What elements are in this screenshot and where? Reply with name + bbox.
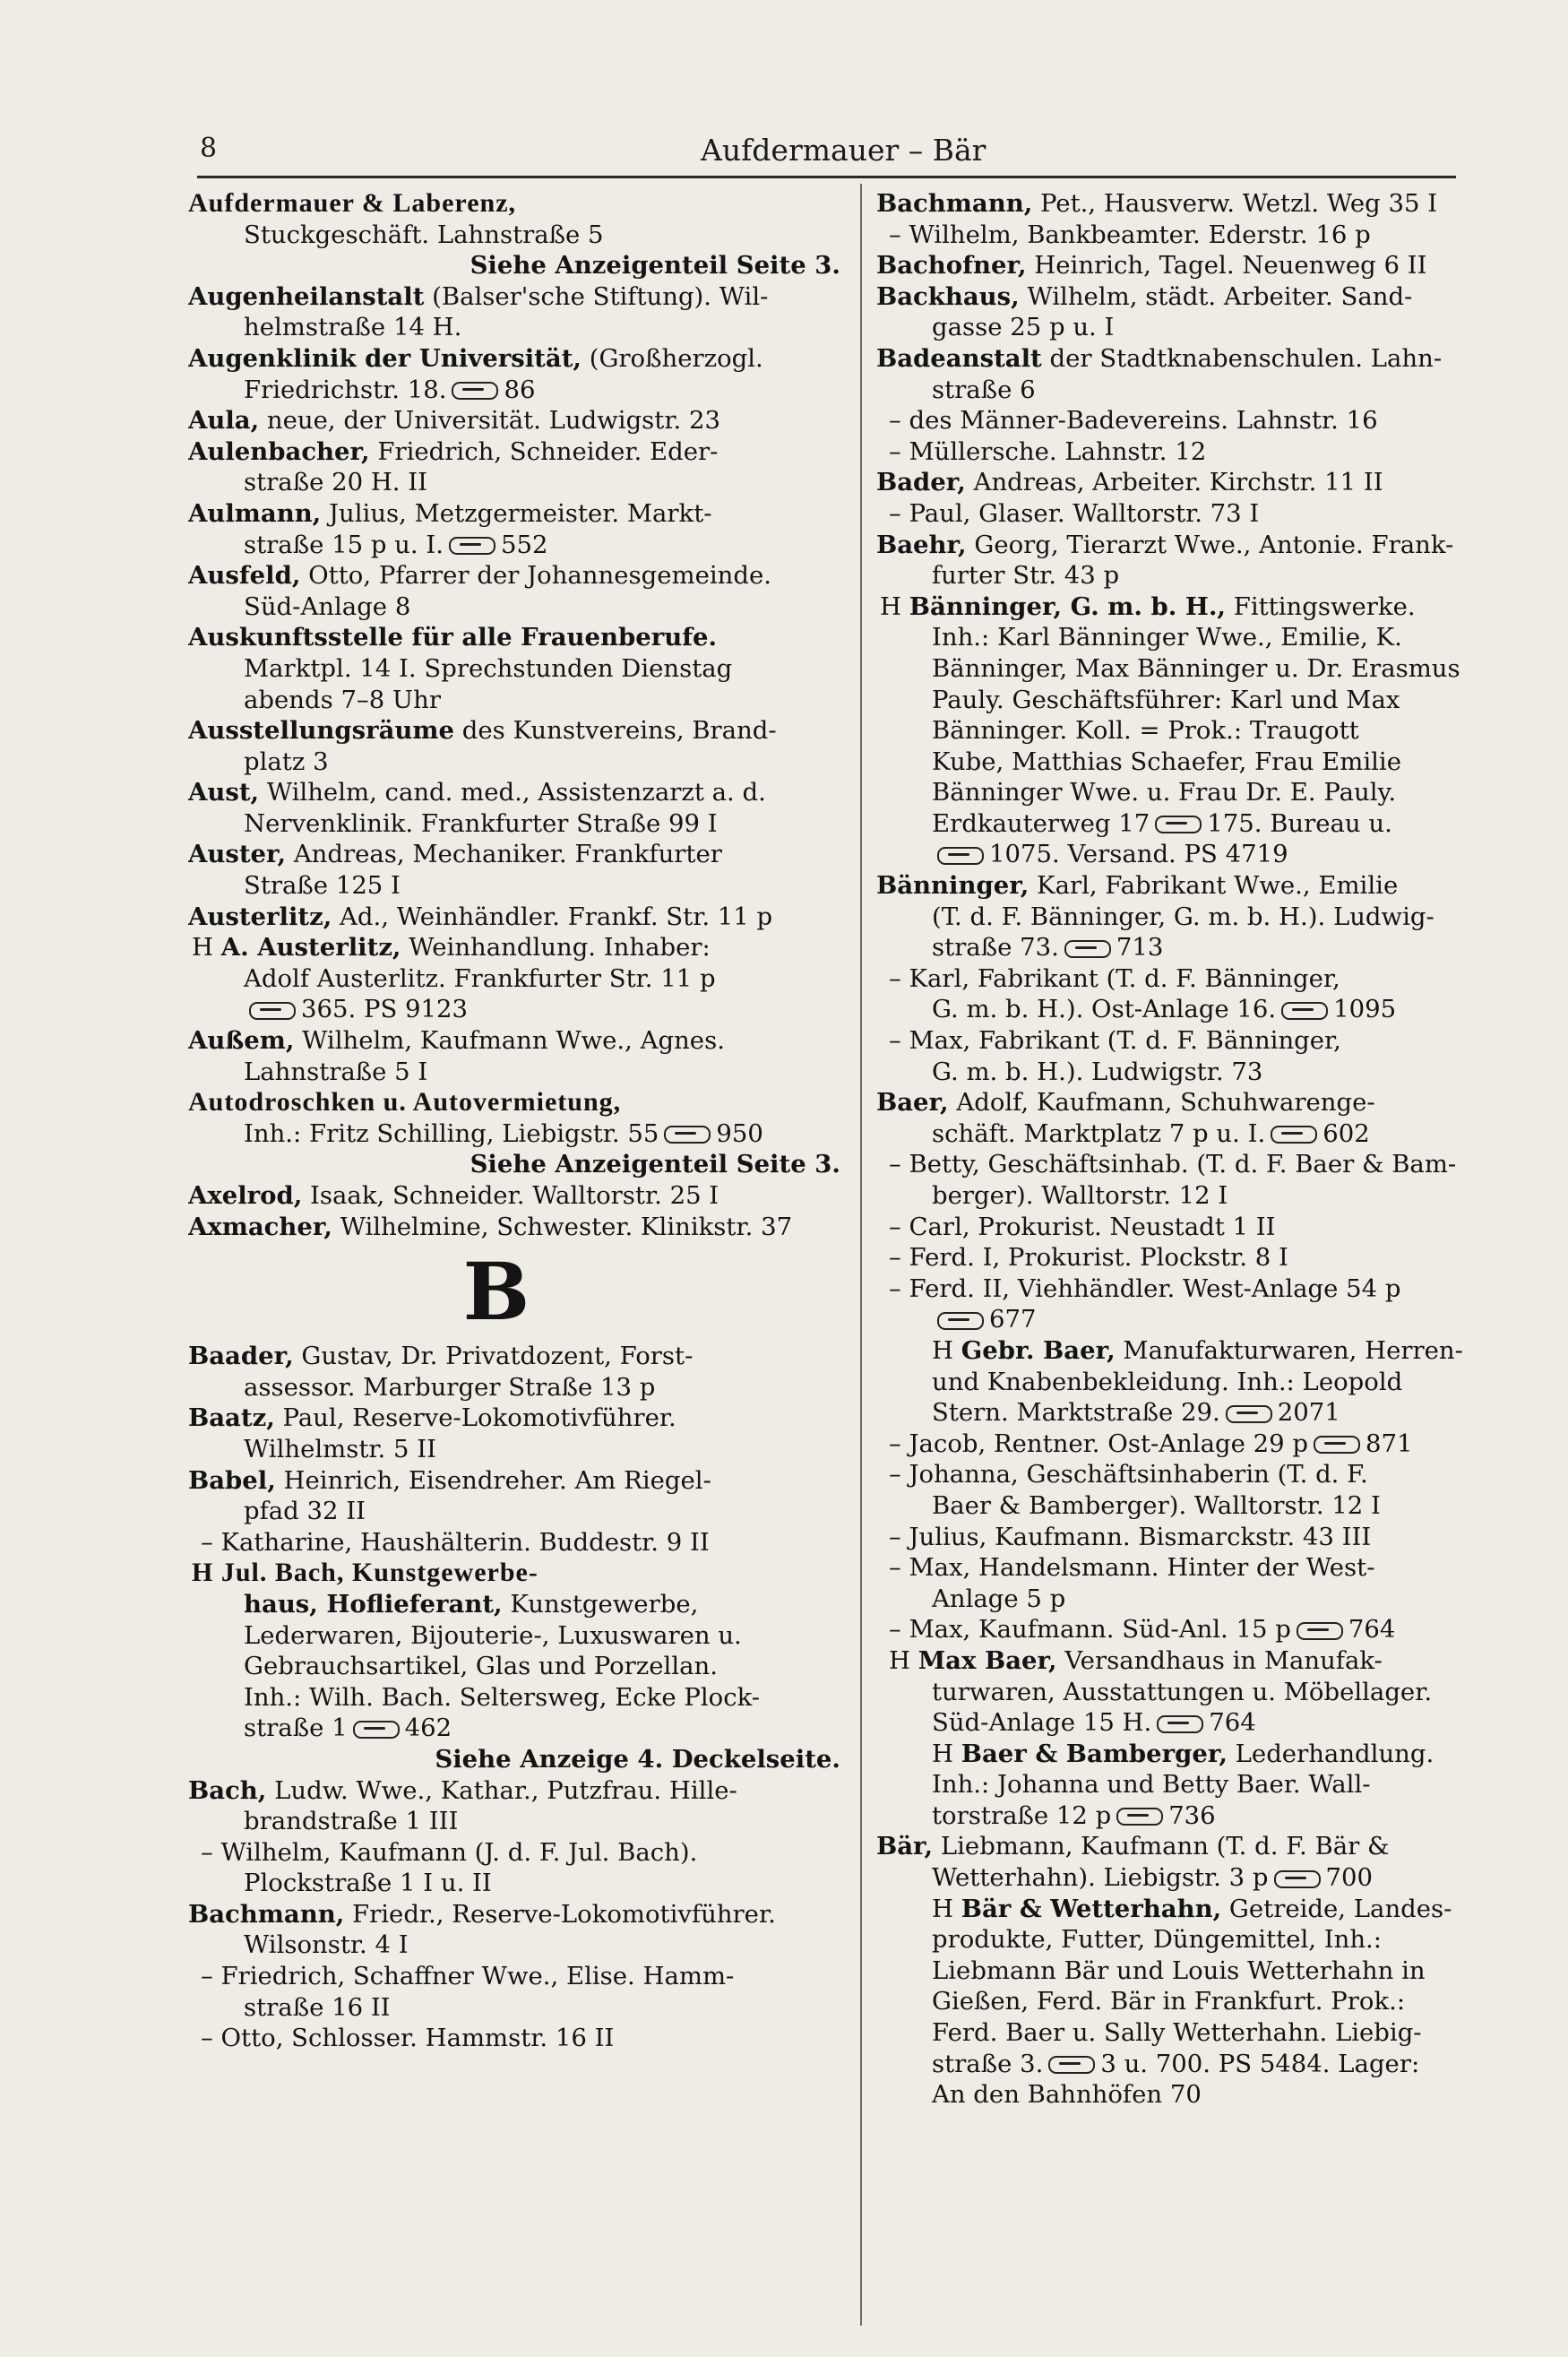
directory-line: furter Str. 43 p — [932, 561, 1120, 591]
directory-line: Inh.: Johanna und Betty Baer. Wall- — [932, 1770, 1371, 1800]
directory-line: Straße 125 I — [244, 871, 401, 901]
directory-line: An den Bahnhöfen 70 — [932, 2080, 1202, 2110]
telephone-icon — [1155, 816, 1202, 833]
directory-line: Kube, Matthias Schaefer, Frau Emilie — [932, 747, 1401, 776]
directory-line: – Betty, Geschäftsinhab. (T. d. F. Baer & Bam- — [889, 1150, 1457, 1179]
directory-line: Stern. Marktstraße 29. 2071 — [932, 1398, 1340, 1428]
directory-line: Erdkauterweg 17 175. Bureau u. — [932, 808, 1392, 838]
directory-line: Bänninger, Karl, Fabrikant Wwe., Emilie — [876, 871, 1399, 901]
directory-line: straße 3. 3 u. 700. PS 5484. Lager: — [932, 2049, 1420, 2078]
phone-number: 462 — [404, 1714, 452, 1743]
directory-line: – Paul, Glaser. Walltorstr. 73 I — [889, 498, 1260, 528]
directory-line: straße 15 p u. I. 552 — [244, 530, 548, 559]
directory-line: Aula, neue, der Universität. Ludwigstr. 23 — [188, 406, 720, 436]
directory-line: gasse 25 p u. I — [932, 313, 1115, 342]
phone-number: 602 — [1322, 1118, 1370, 1148]
directory-line: – Wilhelm, Kaufmann (J. d. F. Jul. Bach). — [201, 1837, 698, 1867]
directory-line: Siehe Anzeigenteil Seite 3. — [470, 1150, 840, 1179]
telephone-icon — [1116, 1808, 1163, 1826]
directory-line: produkte, Futter, Düngemittel, Inh.: — [932, 1925, 1383, 1955]
directory-line: brandstraße 1 III — [244, 1807, 459, 1836]
directory-line: – Johanna, Geschäftsinhaberin (T. d. F. — [889, 1460, 1368, 1489]
telephone-icon — [1281, 1002, 1328, 1020]
directory-line: torstraße 12 p 736 — [932, 1800, 1216, 1830]
directory-line: Baehr, Georg, Tierarzt Wwe., Antonie. Frank- — [876, 530, 1454, 559]
directory-line: H Jul. Bach, Kunstgewerbe- — [192, 1558, 538, 1588]
column-divider — [860, 184, 862, 2326]
directory-line: straße 20 H. II — [244, 468, 428, 497]
directory-line: Augenheilanstalt (Balser'sche Stiftung). Wil- — [188, 281, 769, 311]
phone-number: 552 — [500, 530, 548, 559]
directory-line: Lederwaren, Bijouterie-, Luxuswaren u. — [244, 1620, 742, 1650]
phone-number: 736 — [1168, 1800, 1216, 1830]
directory-line: Backhaus, Wilhelm, städt. Arbeiter. Sand- — [876, 281, 1413, 311]
directory-line: Bänninger Wwe. u. Frau Dr. E. Pauly. — [932, 778, 1397, 807]
phone-number: 700 — [1325, 1863, 1374, 1893]
directory-line: straße 73. 713 — [932, 933, 1164, 963]
directory-line: – des Männer-Badevereins. Lahnstr. 16 — [889, 406, 1378, 436]
phone-number: 713 — [1116, 933, 1164, 963]
phone-number: 764 — [1348, 1615, 1396, 1645]
directory-line: Baer & Bamberger). Walltorstr. 12 I — [932, 1490, 1381, 1520]
directory-line: und Knabenbekleidung. Inh.: Leopold — [932, 1367, 1403, 1396]
section-letter: B — [462, 1245, 530, 1339]
directory-line: H A. Austerlitz, Weinhandlung. Inhaber: — [192, 933, 711, 963]
right-column — [876, 188, 1503, 2111]
directory-line: Autodroschken u. Autovermietung, — [188, 1087, 622, 1118]
directory-line: Aust, Wilhelm, cand. med., Assistenzarzt a. d. — [188, 778, 766, 807]
directory-line: Pauly. Geschäftsführer: Karl und Max — [932, 685, 1400, 714]
directory-line: – Julius, Kaufmann. Bismarckstr. 43 III — [889, 1522, 1372, 1551]
directory-line: Bär, Liebmann, Kaufmann (T. d. F. Bär & — [876, 1832, 1390, 1861]
directory-line: Baer, Adolf, Kaufmann, Schuhwarenge- — [876, 1088, 1375, 1118]
telephone-icon — [664, 1126, 711, 1144]
directory-line: Auskunftsstelle für alle Frauenberufe. — [188, 623, 718, 652]
phone-number: 175. Bureau u. — [1207, 808, 1392, 838]
directory-line: Inh.: Fritz Schilling, Liebigstr. 55 950 — [244, 1118, 763, 1148]
directory-line: – Max, Kaufmann. Süd-Anl. 15 p 764 — [889, 1615, 1396, 1645]
directory-line: abends 7–8 Uhr — [244, 685, 441, 714]
directory-line: Bader, Andreas, Arbeiter. Kirchstr. 11 II — [876, 468, 1383, 497]
directory-line: straße 6 — [932, 375, 1036, 404]
directory-line: Augenklinik der Universität, (Großherzogl. — [188, 343, 763, 373]
directory-line: Wetterhahn). Liebigstr. 3 p 700 — [932, 1863, 1374, 1893]
directory-line: – Wilhelm, Bankbeamter. Ederstr. 16 p — [889, 220, 1371, 249]
running-title: Aufdermauer – Bär — [701, 133, 986, 168]
directory-line: assessor. Marburger Straße 13 p — [244, 1372, 656, 1402]
directory-line: Wilhelmstr. 5 II — [244, 1434, 436, 1463]
directory-line: straße 1 462 — [244, 1714, 452, 1743]
directory-line: Liebmann Bär und Louis Wetterhahn in — [932, 1956, 1426, 1985]
page-number: 8 — [200, 133, 218, 164]
directory-line: Bänninger, Max Bänninger u. Dr. Erasmus — [932, 653, 1460, 683]
directory-line: schäft. Marktplatz 7 p u. I. 602 — [932, 1118, 1370, 1148]
phone-number: 1095 — [1333, 995, 1397, 1024]
directory-line: Plockstraße 1 I u. II — [244, 1869, 492, 1898]
telephone-icon — [449, 537, 495, 555]
directory-line: Stuckgeschäft. Lahnstraße 5 — [244, 220, 604, 249]
telephone-icon — [249, 1002, 296, 1020]
left-column — [188, 188, 840, 2054]
directory-line: Bach, Ludw. Wwe., Kathar., Putzfrau. Hille- — [188, 1775, 737, 1805]
directory-line: Aulmann, Julius, Metzgermeister. Markt- — [188, 498, 712, 528]
directory-line: Axmacher, Wilhelmine, Schwester. Klinikstr. 37 — [188, 1212, 793, 1241]
directory-line: 1075. Versand. PS 4719 — [876, 839, 1503, 870]
directory-line: Bachofner, Heinrich, Tagel. Neuenweg 6 II — [876, 251, 1427, 281]
directory-line: 365. PS 9123 — [188, 994, 840, 1025]
telephone-icon — [1157, 1715, 1203, 1733]
directory-line: Süd-Anlage 15 H. 764 — [932, 1708, 1256, 1738]
header-rule — [197, 176, 1456, 178]
directory-line: – Karl, Fabrikant (T. d. F. Bänninger, — [889, 963, 1340, 993]
directory-line: Bachmann, Friedr., Reserve-Lokomotivführer. — [188, 1899, 776, 1929]
directory-line: 677 — [876, 1304, 1503, 1335]
directory-line: Baader, Gustav, Dr. Privatdozent, Forst- — [188, 1342, 694, 1371]
phone-number: 3 u. 700. PS 5484. Lager: — [1100, 2049, 1420, 2078]
directory-line: haus, Hoflieferant, Kunstgewerbe, — [244, 1589, 699, 1619]
directory-line: Badeanstalt der Stadtknabenschulen. Lahn- — [876, 343, 1443, 373]
directory-line: Bachmann, Pet., Hausverw. Wetzl. Weg 35 I — [876, 189, 1438, 218]
telephone-icon — [937, 1312, 984, 1330]
directory-line: – Müllersche. Lahnstr. 12 — [889, 436, 1207, 466]
directory-line: – Katharine, Haushälterin. Buddestr. 9 II — [201, 1527, 710, 1557]
directory-line: Axelrod, Isaak, Schneider. Walltorstr. 25 I — [188, 1181, 719, 1210]
directory-line: Anlage 5 p — [932, 1584, 1066, 1613]
directory-line: Inh.: Karl Bänninger Wwe., Emilie, K. — [932, 623, 1402, 652]
directory-line: Bänninger. Koll. = Prok.: Traugott — [932, 716, 1359, 746]
directory-line: – Ferd. II, Viehhändler. West-Anlage 54 p — [889, 1273, 1401, 1303]
directory-line: Süd-Anlage 8 — [244, 591, 411, 621]
telephone-icon — [1048, 2056, 1095, 2074]
directory-line: Baatz, Paul, Reserve-Lokomotivführer. — [188, 1403, 676, 1433]
directory-line: platz 3 — [244, 747, 329, 776]
directory-line: Gießen, Ferd. Bär in Frankfurt. Prok.: — [932, 1987, 1406, 2016]
directory-line: – Max, Handelsmann. Hinter der West- — [889, 1553, 1375, 1583]
telephone-icon — [1064, 940, 1111, 958]
directory-line: Ausfeld, Otto, Pfarrer der Johannesgemeinde. — [188, 561, 771, 591]
phone-number: 871 — [1366, 1429, 1413, 1458]
telephone-icon — [1274, 1870, 1321, 1888]
directory-line: Aulenbacher, Friedrich, Schneider. Eder- — [188, 436, 719, 466]
directory-line: Adolf Austerlitz. Frankfurter Str. 11 p — [244, 963, 716, 993]
directory-line: H Baer & Bamberger, Lederhandlung. — [932, 1739, 1434, 1768]
directory-line: (T. d. F. Bänninger, G. m. b. H.). Ludwig- — [932, 902, 1434, 931]
directory-line: – Carl, Prokurist. Neustadt 1 II — [889, 1212, 1276, 1241]
directory-line: H Bänninger, G. m. b. H., Fittingswerke. — [880, 591, 1416, 621]
directory-line: H Bär & Wetterhahn, Getreide, Landes- — [932, 1894, 1452, 1923]
telephone-icon — [452, 382, 498, 400]
telephone-icon — [937, 847, 984, 865]
directory-line: Außem, Wilhelm, Kaufmann Wwe., Agnes. — [188, 1026, 725, 1056]
directory-line: Lahnstraße 5 I — [244, 1057, 428, 1086]
phone-number: 764 — [1209, 1708, 1256, 1738]
directory-line: – Max, Fabrikant (T. d. F. Bänninger, — [889, 1026, 1341, 1056]
directory-line: H Max Baer, Versandhaus in Manufak- — [889, 1645, 1383, 1675]
directory-line: Friedrichstr. 18. 86 — [244, 375, 536, 404]
directory-line: G. m. b. H.). Ludwigstr. 73 — [932, 1057, 1263, 1086]
telephone-icon — [1271, 1126, 1317, 1144]
directory-line: Marktpl. 14 I. Sprechstunden Dienstag — [244, 653, 733, 683]
directory-line: Aufdermauer & Laberenz, — [188, 188, 517, 218]
directory-line: – Jacob, Rentner. Ost-Anlage 29 p 871 — [889, 1429, 1413, 1458]
telephone-icon — [353, 1721, 400, 1739]
directory-line: Nervenklinik. Frankfurter Straße 99 I — [244, 808, 718, 838]
directory-line: helmstraße 14 H. — [244, 313, 462, 342]
directory-line: Wilsonstr. 4 I — [244, 1930, 409, 1960]
directory-line: Siehe Anzeigenteil Seite 3. — [470, 251, 840, 281]
phone-number: 2071 — [1277, 1398, 1340, 1428]
directory-line: – Ferd. I, Prokurist. Plockstr. 8 I — [889, 1243, 1288, 1273]
phone-number: 950 — [716, 1118, 763, 1148]
directory-line: – Friedrich, Schaffner Wwe., Elise. Hamm- — [201, 1962, 735, 1991]
directory-line: Austerlitz, Ad., Weinhändler. Frankf. Str. 11 p — [188, 902, 773, 931]
directory-line: H Gebr. Baer, Manufakturwaren, Herren- — [932, 1335, 1463, 1365]
directory-line: Auster, Andreas, Mechaniker. Frankfurter — [188, 840, 722, 869]
directory-line: Ferd. Baer u. Sally Wetterhahn. Liebig- — [932, 2018, 1422, 2048]
telephone-icon — [1226, 1405, 1272, 1423]
directory-line: pfad 32 II — [244, 1497, 366, 1526]
phone-number: 86 — [504, 375, 536, 404]
directory-line: Ausstellungsräume des Kunstvereins, Brand- — [188, 716, 777, 746]
directory-line: Babel, Heinrich, Eisendreher. Am Riegel- — [188, 1465, 711, 1495]
directory-line: turwaren, Ausstattungen u. Möbellager. — [932, 1677, 1433, 1706]
telephone-icon — [1297, 1622, 1343, 1640]
directory-line: Siehe Anzeige 4. Deckelseite. — [435, 1744, 840, 1774]
directory-line: straße 16 II — [244, 1992, 391, 2022]
directory-line: berger). Walltorstr. 12 I — [932, 1181, 1228, 1210]
directory-line: Inh.: Wilh. Bach. Seltersweg, Ecke Plock- — [244, 1682, 761, 1712]
directory-line: – Otto, Schlosser. Hammstr. 16 II — [201, 2024, 615, 2053]
telephone-icon — [1314, 1436, 1360, 1454]
directory-line: G. m. b. H.). Ost-Anlage 16. 1095 — [932, 995, 1397, 1024]
directory-line: Gebrauchsartikel, Glas und Porzellan. — [244, 1652, 718, 1681]
